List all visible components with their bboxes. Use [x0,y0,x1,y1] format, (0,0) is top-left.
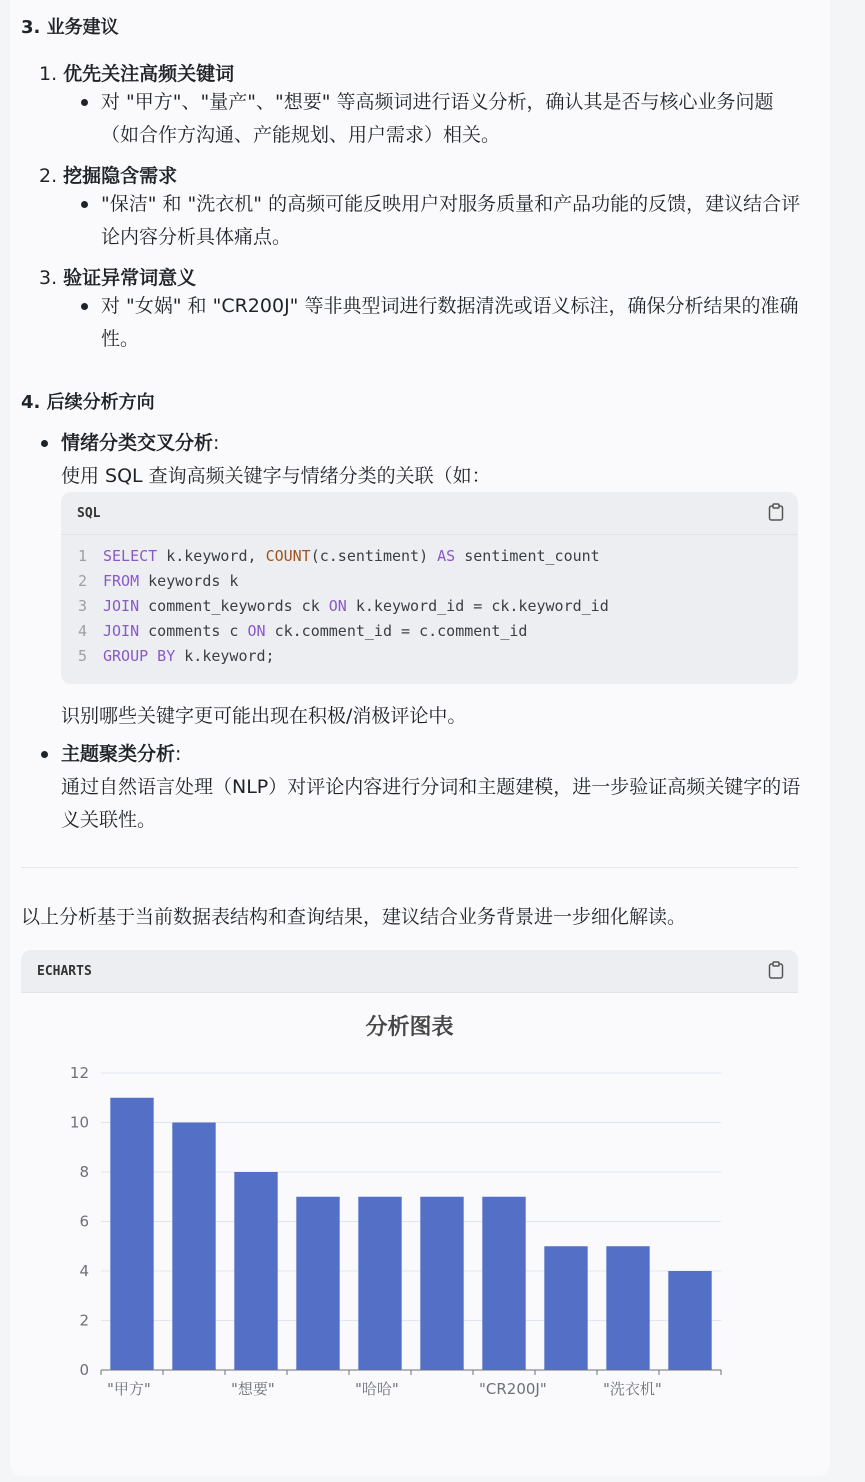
line-number: 2 [77,572,87,590]
chart-title: 分析图表 [365,1015,454,1040]
sql-code-block [61,492,798,684]
x-tick-label: "甲方" [107,1380,151,1398]
y-tick-label: 0 [79,1361,89,1379]
y-tick-label: 2 [79,1311,89,1330]
y-tick-label: 8 [79,1163,89,1181]
divider [21,867,798,868]
bar [358,1197,401,1370]
bar [110,1098,153,1370]
code-line [61,619,609,644]
bar [420,1197,463,1370]
bullet-topic-clustering: 主题聚类分析: [61,743,182,765]
copy-icon[interactable] [768,961,784,979]
list-item-3: 3. 验证异常词意义 [39,267,197,289]
bullet-dot [81,201,88,208]
x-tick-label: "洗衣机" [603,1380,662,1398]
summary-text: 以上分析基于当前数据表结构和查询结果，建议结合业务背景进一步细化解读。 [21,906,687,928]
bar [606,1246,649,1370]
x-tick-label: "想要" [231,1380,275,1398]
code-text: SELECT k.keyword, COUNT(c.sentiment) AS sentiment_count [103,547,600,565]
sentiment-description: 使用 SQL 查询高频关键字与情绪分类的关联（如： [61,465,491,487]
bar [482,1197,525,1370]
section-3-heading: 3. 业务建议 [21,17,119,38]
y-tick-label: 6 [79,1212,89,1231]
bar [172,1123,215,1371]
chart-block-header [21,950,798,993]
code-line [61,644,609,669]
y-tick-label: 4 [79,1262,89,1280]
bar [544,1246,587,1370]
code-block-header [61,492,798,535]
bar-chart [21,1050,798,1400]
list-item-2: 2. 挖掘隐含需求 [39,165,178,187]
list-item-1: 1. 优先关注高频关键词 [39,63,235,85]
code-text: GROUP BY k.keyword; [103,647,275,665]
code-line [61,569,609,594]
line-number: 4 [77,622,87,640]
bullet-dot [41,440,48,447]
bar [234,1172,277,1370]
x-tick-label: "哈哈" [355,1380,399,1398]
bar [668,1271,711,1370]
bullet-dot [81,99,88,106]
chart-language-label: ECHARTS [37,964,92,979]
list-item-3-bullet: 对 "女娲" 和 "CR200J" 等非典型词进行数据清洗或语义标注，确保分析结果的准确性。 [101,295,799,350]
sentiment-conclusion: 识别哪些关键字更可能出现在积极/消极评论中。 [61,705,467,727]
copy-icon[interactable] [768,503,784,521]
code-text: JOIN comment_keywords ck ON k.keyword_id = ck.keyword_id [103,597,609,615]
code-lines [61,544,609,669]
x-tick-label: "CR200J" [479,1380,547,1398]
line-number: 1 [77,547,87,565]
bullet-dot [41,751,48,758]
bullet-dot [81,303,88,310]
code-line [61,544,609,569]
code-language-label: SQL [77,506,101,521]
y-tick-label: 12 [69,1064,89,1082]
line-number: 3 [77,597,87,615]
line-number: 5 [77,647,87,665]
bullet-sentiment-analysis: 情绪分类交叉分析: [61,432,220,454]
section-4-heading: 4. 后续分析方向 [21,392,155,413]
list-item-2-bullet: "保洁" 和 "洗衣机" 的高频可能反映用户对服务质量和产品功能的反馈，建议结合评论内容分析具体痛点。 [101,193,801,248]
code-line [61,594,609,619]
code-text: FROM keywords k [103,572,239,590]
list-item-1-bullet: 对 "甲方"、"量产"、"想要" 等高频词进行语义分析，确认其是否与核心业务问题（如合作方沟通、产能规划、用户需求）相关。 [101,91,774,146]
code-text: JOIN comments c ON ck.comment_id = c.comment_id [103,622,528,640]
bar [296,1197,339,1370]
topic-description: 通过自然语言处理（NLP）对评论内容进行分词和主题建模，进一步验证高频关键字的语义关联性。 [61,776,801,831]
y-tick-label: 10 [69,1113,89,1132]
